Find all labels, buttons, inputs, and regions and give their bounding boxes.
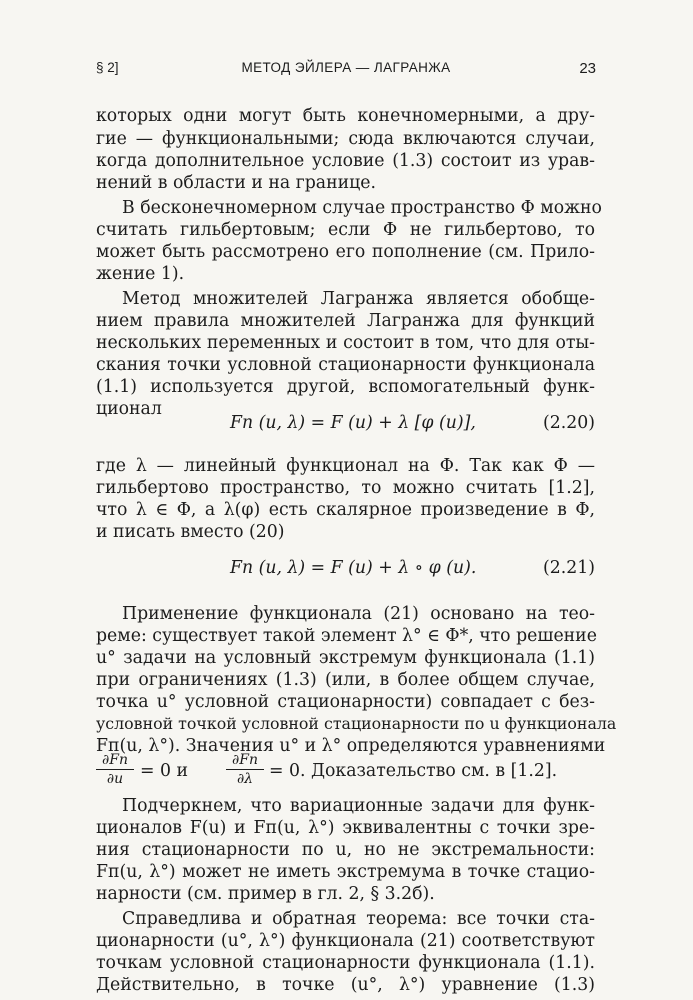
text-line: ния стационарности по u, но не экстремальности:	[96, 840, 595, 860]
equation-2-20: Fп (u, λ) = F (u) + λ [φ (u)],	[230, 413, 476, 433]
text-line: Справедлива и обратная теорема: все точки ста-	[122, 909, 595, 929]
text-line: считать гильбертовым; если Φ не гильбертово, то	[96, 220, 595, 240]
partial-derivative-lambda: ∂Fп ∂λ	[226, 752, 264, 787]
text-line: при ограничениях (1.3) (или, в более общем случае,	[96, 670, 595, 690]
text-line: Применение функционала (21) основано на тео-	[122, 604, 595, 624]
partial-derivative-u: ∂Fп ∂u	[96, 752, 134, 787]
text-line: гие — функциональными; сюда включаются случаи,	[96, 129, 595, 149]
text-line: точка u° условной стационарности) совпадает с без-	[96, 692, 595, 712]
text-line: нием правила множителей Лагранжа для функций	[96, 311, 595, 331]
text-line: жение 1).	[96, 264, 185, 284]
text-line: гильбертово пространство, то можно считать [1.2],	[96, 478, 595, 498]
text-line: ционалов F(u) и Fп(u, λ°) эквивалентны с точки зре-	[96, 818, 595, 838]
equation-2-21: Fп (u, λ) = F (u) + λ ∘ φ (u).	[230, 558, 477, 578]
text-line: которых одни могут быть конечномерными, а дру-	[96, 106, 595, 126]
text-line: что λ ∈ Φ, а λ(φ) есть скалярное произведение в Φ,	[96, 500, 595, 520]
section-ref: § 2]	[96, 60, 119, 75]
text-line: Fп(u, λ°) может не иметь экстремума в точке стацио-	[96, 862, 595, 882]
text-line: реме: существует такой элемент λ° ∈ Φ*, что решение	[96, 626, 597, 646]
equation-number: (2.20)	[543, 413, 595, 433]
text-line: нарности (см. пример в гл. 2, § 3.2б).	[96, 884, 435, 904]
text-line: скания точки условной стационарности функционала	[96, 355, 595, 375]
text-line: когда дополнительное условие (1.3) состоит из урав-	[96, 151, 595, 171]
text-line: ционал	[96, 399, 162, 419]
text-line: u° задачи на условный экстремум функционала (1.1)	[96, 648, 595, 668]
text-line: Действительно, в точке (u°, λ°) уравнение (1.3)	[96, 975, 595, 995]
text-fragment: = 0 и	[140, 761, 188, 781]
text-line: нескольких переменных и состоит в том, что для оты-	[96, 333, 595, 353]
page-header	[96, 60, 596, 80]
equation-number: (2.21)	[543, 558, 595, 578]
text-line: Подчеркнем, что вариационные задачи для функ-	[122, 796, 595, 816]
text-fragment: = 0. Доказательство см. в [1.2].	[269, 761, 558, 781]
text-line: ционарности (u°, λ°) функционала (21) соответствуют	[96, 931, 595, 951]
text-line: В бесконечномерном случае пространство Φ можно	[122, 198, 602, 218]
text-line: и писать вместо (20)	[96, 522, 285, 542]
page-number: 23	[579, 60, 596, 77]
text-line: (1.1) используется другой, вспомогательный функ-	[96, 377, 595, 397]
text-line: где λ — линейный функционал на Φ. Так как Φ —	[96, 456, 595, 476]
text-line: точкам условной стационарности функционала (1.1).	[96, 953, 595, 973]
text-line: нений в области и на границе.	[96, 173, 376, 193]
running-title: МЕТОД ЭЙЛЕРА — ЛАГРАНЖА	[241, 60, 451, 75]
text-line: условной точкой условной стационарности по u функционала	[96, 714, 617, 733]
text-line: Fп(u, λ°). Значения u° и λ° определяются уравнениями	[96, 736, 606, 756]
text-line: Метод множителей Лагранжа является обобще-	[122, 289, 595, 309]
text-line: может быть рассмотрено его пополнение (см. Прило-	[96, 242, 595, 262]
